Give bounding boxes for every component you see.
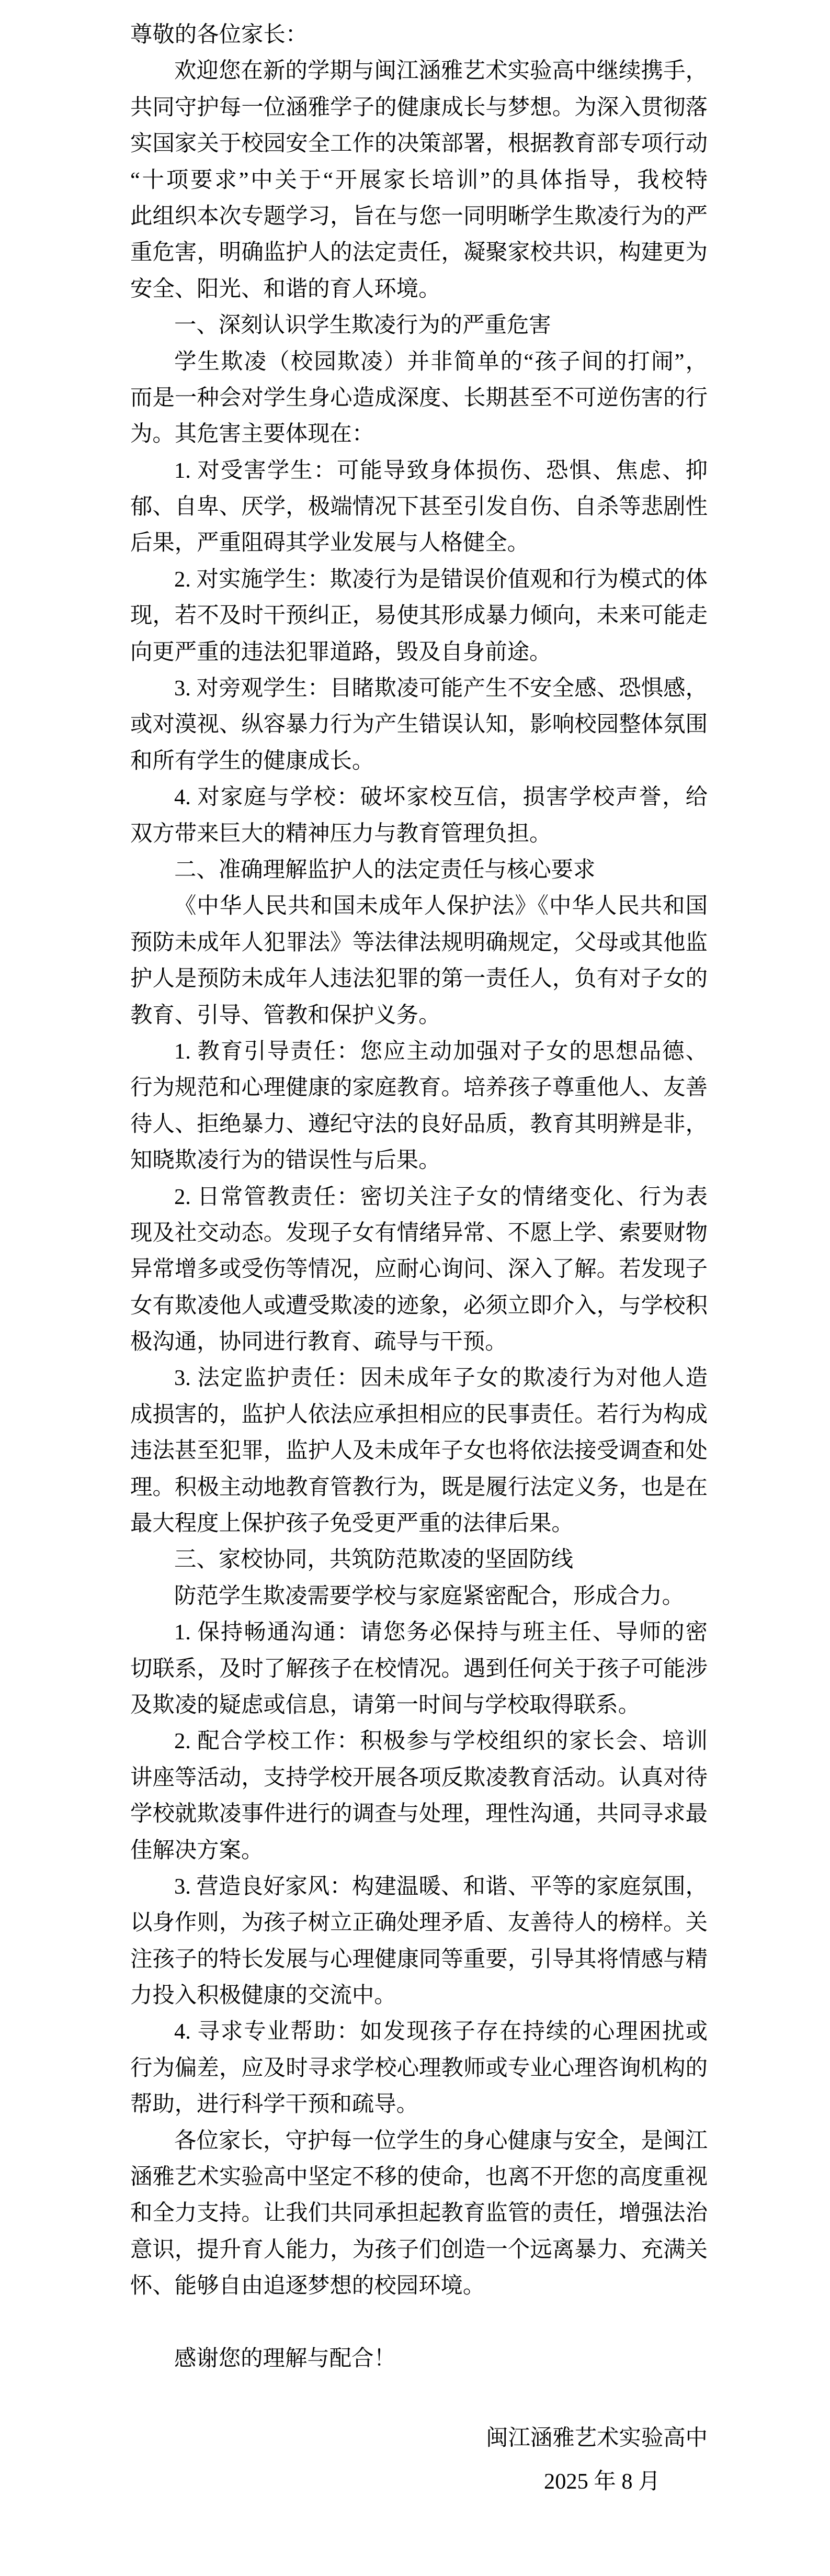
text-line: 现，若不及时干预纠正，易使其形成暴力倾向，未来可能走 — [130, 603, 708, 628]
paragraph-item — [130, 670, 708, 779]
text-line: 《中华人民共和国未成年人保护法》《中华人民共和国 — [174, 894, 708, 919]
paragraph-item — [130, 779, 708, 852]
text-line: 向更严重的违法犯罪道路，毁及自身前途。 — [130, 639, 552, 665]
paragraph-body — [130, 53, 708, 307]
text-line: 女有欺凌他人或遭受欺凌的迹象，必须立即介入，与学校积 — [130, 1293, 708, 1318]
text-line: 行为偏差，应及时寻求学校心理教师或专业心理咨询机构的 — [130, 2055, 708, 2080]
paragraph-item — [130, 1033, 708, 1179]
text-line: 成损害的，监护人依法应承担相应的民事责任。若行为构成 — [130, 1402, 708, 1427]
text-line: 注孩子的特长发展与心理健康同等重要，引导其将情感与精 — [130, 1947, 708, 1972]
text-line: “十项要求”中关于“开展家长培训”的具体指导，我校特 — [130, 167, 708, 193]
text-line: 异常增多或受伤等情况，应耐心询问、深入了解。若发现子 — [130, 1257, 708, 1282]
text-line: 4. 寻求专业帮助：如发现孩子存在持续的心理困扰或 — [174, 2019, 708, 2044]
text-line: 2. 配合学校工作：积极参与学校组织的家长会、培训 — [174, 1729, 708, 1754]
paragraph-item — [130, 1723, 708, 1869]
text-line: 教育、引导、管教和保护义务。 — [130, 1003, 441, 1028]
text-line: 2. 对实施学生：欺凌行为是错误价值观和行为模式的体 — [174, 567, 708, 592]
text-line: 二、准确理解监护人的法定责任与核心要求 — [174, 857, 596, 882]
text-line: 感谢您的理解与配合！ — [174, 2346, 396, 2371]
paragraph-item — [130, 1869, 708, 2014]
text-line: 3. 法定监护责任：因未成年子女的欺凌行为对他人造 — [174, 1366, 708, 1391]
paragraph-item — [130, 561, 708, 670]
text-line: 2. 日常管教责任：密切关注子女的情绪变化、行为表 — [174, 1184, 708, 1209]
text-line: 1. 对受害学生：可能导致身体损伤、恐惧、焦虑、抑 — [174, 458, 708, 483]
paragraph-heading — [130, 852, 708, 888]
text-line: 意识，提升育人能力，为孩子们创造一个远离暴力、充满关 — [130, 2237, 708, 2262]
text-line: 防范学生欺凌需要学校与家庭紧密配合，形成合力。 — [174, 1583, 684, 1608]
text-line: 欢迎您在新的学期与闽江涵雅艺术实验高中继续携手， — [174, 59, 708, 84]
blank-line — [130, 2304, 708, 2341]
text-line: 三、家校协同，共筑防范欺凌的坚固防线 — [174, 1547, 574, 1572]
text-line: 帮助，进行科学干预和疏导。 — [130, 2092, 419, 2117]
paragraph-item — [130, 2013, 708, 2122]
text-line: 3. 营造良好家风：构建温暖、和谐、平等的家庭氛围， — [174, 1874, 708, 1899]
text-line: 此组织本次专题学习，旨在与您一同明晰学生欺凌行为的严 — [130, 204, 708, 229]
text-line: 或对漠视、纵容暴力行为产生错误认知，影响校园整体氛围 — [130, 712, 708, 737]
paragraph-salutation — [130, 17, 708, 53]
text-line: 1. 保持畅通沟通：请您务必保持与班主任、导师的密 — [174, 1620, 708, 1645]
text-line: 和全力支持。让我们共同承担起教育监管的责任，增强法治 — [130, 2201, 708, 2226]
letter-body — [130, 17, 708, 2377]
text-line: 怀、能够自由追逐梦想的校园环境。 — [130, 2274, 485, 2299]
text-line: 尊敬的各位家长： — [130, 23, 308, 47]
text-line: 实国家关于校园安全工作的决策部署，根据教育部专项行动 — [130, 131, 708, 156]
text-line: 3. 对旁观学生：目睹欺凌可能产生不安全感、恐惧感， — [174, 676, 708, 701]
text-line: 知晓欺凌行为的错误性与后果。 — [130, 1148, 441, 1173]
text-line: 力投入积极健康的交流中。 — [130, 1983, 396, 2008]
text-line: 共同守护每一位涵雅学子的健康成长与梦想。为深入贯彻落 — [130, 95, 708, 120]
text-line: 切联系，及时了解孩子在校情况。遇到任何关于孩子可能涉 — [130, 1656, 708, 1681]
paragraph-heading — [130, 1542, 708, 1578]
letter-signature: 闽江涵雅艺术实验高中 — [486, 2426, 708, 2450]
text-line: 违法甚至犯罪，监护人及未成年子女也将依法接受调查和处 — [130, 1438, 708, 1464]
text-line: 郁、自卑、厌学，极端情况下甚至引发自伤、自杀等悲剧性 — [130, 494, 708, 520]
text-line: 及欺凌的疑虑或信息，请第一时间与学校取得联系。 — [130, 1692, 640, 1717]
paragraph-body — [130, 1578, 708, 1614]
text-line: 各位家长，守护每一位学生的身心健康与安全，是闽江 — [174, 2128, 708, 2153]
text-line: 而是一种会对学生身心造成深度、长期甚至不可逆伤害的行 — [130, 385, 708, 410]
paragraph-item — [130, 1179, 708, 1360]
text-line: 待人、拒绝暴力、遵纪守法的良好品质，教育其明辨是非， — [130, 1111, 708, 1137]
text-line: 双方带来巨大的精神压力与教育管理负担。 — [130, 821, 552, 846]
text-line: 讲座等活动，支持学校开展各项反欺凌教育活动。认真对待 — [130, 1765, 708, 1790]
text-line: 和所有学生的健康成长。 — [130, 748, 374, 773]
paragraph-closing — [130, 2341, 708, 2377]
paragraph-body — [130, 344, 708, 453]
text-line: 学生欺凌（校园欺凌）并非简单的“孩子间的打闹”， — [174, 349, 708, 374]
paragraph-item — [130, 1614, 708, 1723]
text-line: 1. 教育引导责任：您应主动加强对子女的思想品德、 — [174, 1039, 708, 1064]
text-line: 学校就欺凌事件进行的调查与处理，理性沟通，共同寻求最 — [130, 1802, 708, 1827]
paragraph-item — [130, 453, 708, 561]
paragraph-item — [130, 1360, 708, 1542]
text-line: 为。其危害主要体现在： — [130, 422, 374, 447]
text-line: 行为规范和心理健康的家庭教育。培养孩子尊重他人、友善 — [130, 1075, 708, 1100]
text-line: 安全、阳光、和谐的育人环境。 — [130, 276, 441, 301]
letter-date: 2025 年 8 月 — [544, 2469, 661, 2494]
text-line: 极沟通，协同进行教育、疏导与干预。 — [130, 1330, 507, 1355]
text-line: 现及社交动态。发现子女有情绪异常、不愿上学、索要财物 — [130, 1220, 708, 1245]
paragraph-heading — [130, 307, 708, 343]
text-line: 理。积极主动地教育管教行为，既是履行法定义务，也是在 — [130, 1475, 708, 1500]
text-line: 预防未成年人犯罪法》等法律法规明确规定，父母或其他监 — [130, 930, 708, 955]
text-line: 一、深刻认识学生欺凌行为的严重危害 — [174, 313, 551, 338]
text-line: 护人是预防未成年人违法犯罪的第一责任人，负有对子女的 — [130, 966, 708, 992]
paragraph-body — [130, 2123, 708, 2304]
text-line: 佳解决方案。 — [130, 1838, 264, 1863]
text-line: 最大程度上保护孩子免受更严重的法律后果。 — [130, 1511, 574, 1536]
text-line: 重危害，明确监护人的法定责任，凝聚家校共识，构建更为 — [130, 240, 708, 265]
text-line: 涵雅艺术实验高中坚定不移的使命，也离不开您的高度重视 — [130, 2165, 708, 2190]
text-line: 以身作则，为孩子树立正确处理矛盾、友善待人的榜样。关 — [130, 1910, 708, 1936]
text-line: 4. 对家庭与学校：破坏家校互信，损害学校声誉，给 — [174, 785, 708, 810]
text-line: 后果，严重阻碍其学业发展与人格健全。 — [130, 531, 530, 556]
paragraph-body — [130, 888, 708, 1033]
